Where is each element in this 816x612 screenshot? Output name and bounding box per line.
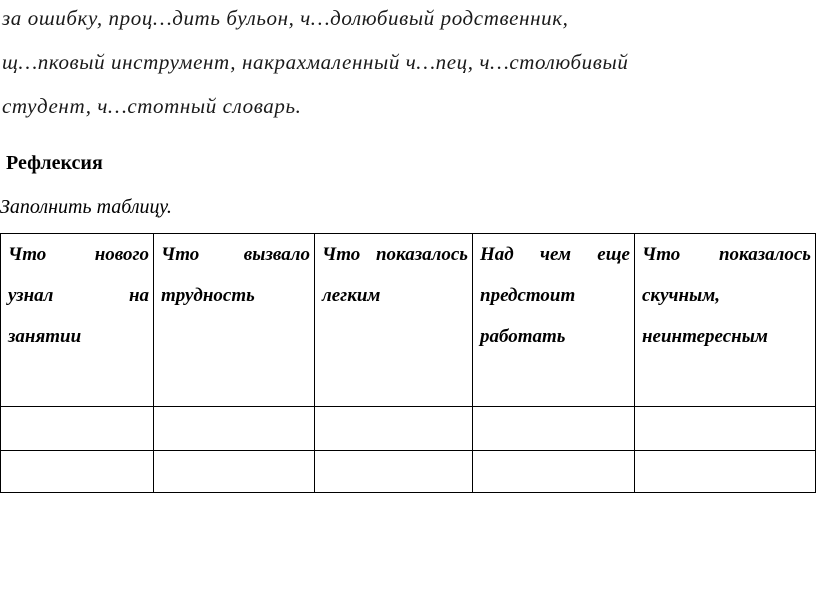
table-cell[interactable]	[315, 451, 473, 493]
table-cell[interactable]	[473, 407, 635, 451]
table-cell[interactable]	[1, 407, 154, 451]
table-cell[interactable]	[473, 451, 635, 493]
header-cell-learned	[1, 234, 154, 407]
table-cell[interactable]	[635, 451, 816, 493]
header-cell-easy	[315, 234, 473, 407]
exercise-text-line-2: щ…пковый инструмент, накрахмаленный ч…пец, ч…столюбивый	[2, 50, 629, 74]
header-label-boring: Что показалось скучным, неинтересным	[642, 244, 811, 347]
header-label-difficulty: Что вызвало трудность	[161, 244, 310, 306]
header-cell-boring	[635, 234, 816, 407]
table-cell[interactable]	[154, 407, 315, 451]
header-cell-work-on	[473, 234, 635, 407]
exercise-text-line-1: за ошибку, проц…дить бульон, ч…долюбивый родственник,	[2, 6, 569, 30]
header-cell-difficulty	[154, 234, 315, 407]
table-row	[1, 407, 816, 451]
exercise-text-line-3: студент, ч…стотный словарь.	[2, 94, 302, 118]
header-label-easy: Что показалось легким	[322, 244, 468, 306]
table-cell[interactable]	[1, 451, 154, 493]
header-label-work-on: Над чем еще предстоит работать	[480, 244, 630, 347]
table-cell[interactable]	[635, 407, 816, 451]
header-label-learned: Что нового узнал на занятии	[8, 244, 149, 347]
section-title: Рефлексия	[6, 152, 103, 174]
table-row	[1, 451, 816, 493]
reflection-table	[0, 233, 816, 493]
table-cell[interactable]	[154, 451, 315, 493]
instruction-text: Заполнить таблицу.	[0, 196, 172, 218]
table-header-row	[1, 234, 816, 407]
table-cell[interactable]	[315, 407, 473, 451]
